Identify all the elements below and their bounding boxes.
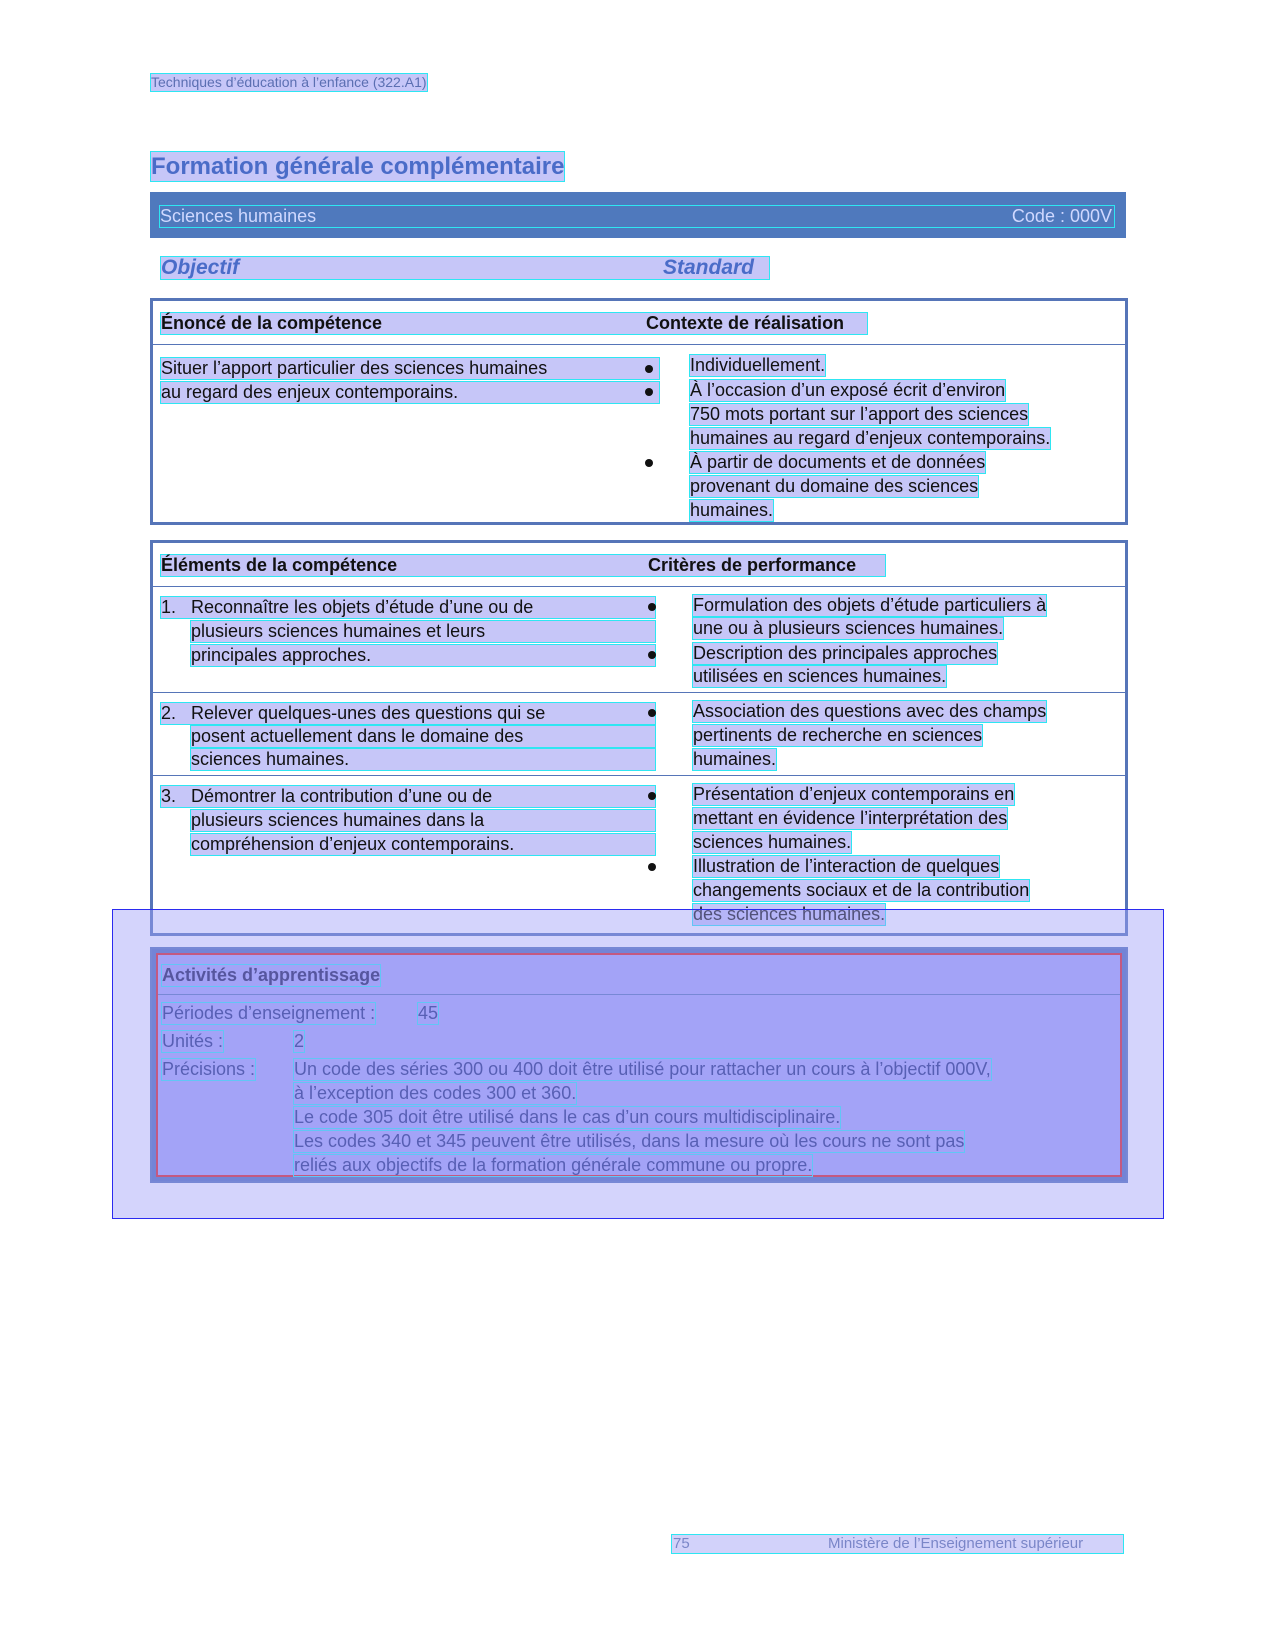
table-header bbox=[153, 543, 1125, 587]
element-line: posent actuellement dans le domaine des bbox=[191, 726, 524, 746]
column-header-context: Contexte de réalisation bbox=[646, 313, 845, 333]
bullet-icon bbox=[645, 388, 653, 396]
element-line: Reconnaître les objets d’étude d’une ou de bbox=[191, 597, 534, 617]
discipline-name: Sciences humaines bbox=[160, 206, 317, 226]
context-line: Individuellement. bbox=[690, 355, 826, 375]
precision-line: Les codes 340 et 345 peuvent être utilisés, dans la mesure où les cours ne sont pas bbox=[294, 1131, 965, 1151]
bullet-icon bbox=[648, 709, 656, 717]
precision-line: reliés aux objectifs de la formation générale commune ou propre. bbox=[294, 1155, 813, 1175]
units-value: 2 bbox=[294, 1031, 305, 1051]
criterion-line: des sciences humaines. bbox=[693, 904, 886, 924]
bullet-icon bbox=[645, 459, 653, 467]
competency-elements-table bbox=[150, 540, 1128, 936]
page-number: 75 bbox=[673, 1535, 690, 1552]
context-line: humaines au regard d’enjeux contemporains. bbox=[690, 428, 1051, 448]
bullet-icon bbox=[645, 365, 653, 373]
element-line: Démontrer la contribution d’une ou de bbox=[191, 786, 493, 806]
running-header: Techniques d’éducation à l’enfance (322.A1) bbox=[151, 74, 427, 90]
precision-line: Le code 305 doit être utilisé dans le cas d’un cours multidisciplinaire. bbox=[294, 1107, 841, 1127]
bullet-icon bbox=[648, 603, 656, 611]
element-number: 1. bbox=[161, 597, 177, 617]
precisions-label: Précisions : bbox=[162, 1059, 256, 1079]
column-header-statement: Énoncé de la compétence bbox=[161, 313, 383, 333]
statement-line: Situer l’apport particulier des sciences humaines bbox=[161, 358, 548, 378]
periods-label: Périodes d’enseignement : bbox=[162, 1003, 376, 1023]
units-label: Unités : bbox=[162, 1031, 224, 1051]
column-header-criteria: Critères de performance bbox=[648, 555, 857, 575]
element-line: compréhension d’enjeux contemporains. bbox=[191, 834, 515, 854]
activities-title-row bbox=[158, 955, 1120, 995]
learning-activities-panel bbox=[156, 953, 1122, 1177]
objective-label: Objectif bbox=[161, 256, 240, 279]
column-header-elements: Éléments de la compétence bbox=[161, 555, 398, 575]
criterion-line: sciences humaines. bbox=[693, 832, 852, 852]
activities-title: Activités d’apprentissage bbox=[162, 965, 381, 985]
table-row bbox=[153, 345, 1125, 518]
criterion-line: Présentation d’enjeux contemporains en bbox=[693, 784, 1015, 804]
element-line: sciences humaines. bbox=[191, 749, 350, 769]
element-line: principales approches. bbox=[191, 645, 372, 665]
discipline-banner bbox=[150, 192, 1126, 238]
criterion-line: Formulation des objets d’étude particuliers à bbox=[693, 595, 1047, 615]
element-number: 2. bbox=[161, 703, 177, 723]
criterion-line: utilisées en sciences humaines. bbox=[693, 666, 947, 686]
course-code: Code : 000V bbox=[1011, 206, 1112, 226]
context-line: humaines. bbox=[690, 500, 774, 520]
periods-value: 45 bbox=[418, 1003, 439, 1023]
precision-line: Un code des séries 300 ou 400 doit être utilisé pour rattacher un cours à l’objectif 000V, bbox=[294, 1059, 991, 1079]
objective-standard-bar bbox=[161, 257, 769, 279]
table-row bbox=[153, 775, 1125, 926]
context-line: 750 mots portant sur l’apport des sciences bbox=[690, 404, 1029, 424]
criterion-line: Illustration de l’interaction de quelques bbox=[693, 856, 1000, 876]
criterion-line: humaines. bbox=[693, 749, 777, 769]
banner-strip bbox=[160, 206, 1114, 227]
criterion-line: changements sociaux et de la contribution bbox=[693, 880, 1030, 900]
table-row bbox=[153, 692, 1125, 775]
criterion-line: une ou à plusieurs sciences humaines. bbox=[693, 618, 1004, 638]
element-line: Relever quelques-unes des questions qui se bbox=[191, 703, 546, 723]
element-number: 3. bbox=[161, 786, 177, 806]
footer-ministry: Ministère de l’Enseignement supérieur bbox=[828, 1535, 1084, 1552]
table-header bbox=[153, 301, 1125, 345]
element-line: plusieurs sciences humaines dans la bbox=[191, 810, 485, 830]
standard-label: Standard bbox=[663, 256, 755, 279]
context-line: À l’occasion d’un exposé écrit d’environ bbox=[690, 380, 1006, 400]
context-line: À partir de documents et de données bbox=[690, 452, 986, 472]
bullet-icon bbox=[648, 792, 656, 800]
section-title: Formation générale complémentaire bbox=[151, 153, 565, 180]
criterion-line: pertinents de recherche en sciences bbox=[693, 725, 983, 745]
statement-line: au regard des enjeux contemporains. bbox=[161, 382, 459, 402]
learning-activities-box bbox=[150, 947, 1128, 1183]
competency-statement-table bbox=[150, 298, 1128, 525]
precision-line: à l’exception des codes 300 et 360. bbox=[294, 1083, 577, 1103]
criterion-line: Description des principales approches bbox=[693, 643, 998, 663]
bullet-icon bbox=[648, 651, 656, 659]
element-line: plusieurs sciences humaines et leurs bbox=[191, 621, 486, 641]
criterion-line: mettant en évidence l’interprétation des bbox=[693, 808, 1008, 828]
criterion-line: Association des questions avec des champs bbox=[693, 701, 1047, 721]
bullet-icon bbox=[648, 863, 656, 871]
table-row bbox=[153, 587, 1125, 692]
context-line: provenant du domaine des sciences bbox=[690, 476, 979, 496]
